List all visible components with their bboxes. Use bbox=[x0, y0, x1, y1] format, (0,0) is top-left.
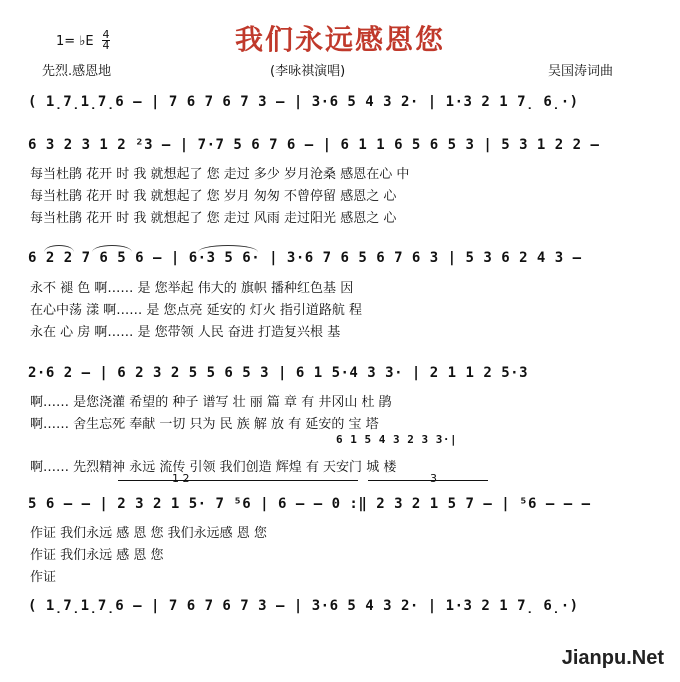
volta-2-label: 3 bbox=[430, 472, 437, 485]
lyric-2-3: 永在 心 房 啊…… 是 您带领 人民 奋进 打造复兴根 基 bbox=[30, 325, 341, 340]
staff-line-3: 6 2 2 7 6 5 6 – | 6·3 5 6· | 3·6 7 6 5 6 7 6 3 | 5 3 6 2 4 3 – bbox=[28, 250, 582, 266]
time-bottom: 4 bbox=[102, 39, 110, 52]
song-title: 我们永远感恩您 bbox=[234, 23, 445, 56]
lyric-4-2: 作证 我们永远 感 恩 您 bbox=[30, 548, 164, 563]
staff-line-5: 5 6 – – | 2 3 2 1 5· 7 ⁵6 | 6 – – 0 :‖ 2 3 2 1 5 7 – | ⁵6 – – – bbox=[28, 496, 591, 512]
volta-2-bracket bbox=[368, 480, 488, 481]
staff-line-2: 6 3 2 3 1 2 ²3 – | 7·7 5 6 7 6 – | 6 1 1 6 5 6 5 3 | 5 3 1 2 2 – bbox=[28, 137, 600, 153]
key-signature: 1= ♭E bbox=[56, 34, 94, 49]
watermark: Jianpu.Net bbox=[561, 647, 664, 669]
staff-line-1: ( 1̣7̣1̣7̣6 – | 7 6 7 6 7 3 – | 3·6 5 4 3 2· | 1·3 2 1 7̣ 6̣·) bbox=[28, 94, 579, 110]
lyric-3-1: 啊…… 是您浇灌 希望的 种子 谱写 壮 丽 篇 章 有 井冈山 杜 鹃 bbox=[30, 395, 392, 410]
staff-line-4: 2·6 2 – | 6 2 3 2 5 5 6 5 3 | 6 1 5·4 3 3· | 2 1 1 2 5·3 bbox=[28, 365, 529, 381]
lyric-1-3: 每当杜鹃 花开 时 我 就想起了 您 走过 风雨 走过阳光 感恩之 心 bbox=[30, 211, 397, 226]
subtitle-left: 先烈.感恩地 bbox=[42, 64, 112, 79]
volta-1-bracket bbox=[118, 480, 358, 481]
lyric-1-2: 每当杜鹃 花开 时 我 就想起了 您 岁月 匆匆 不曾停留 感恩之 心 bbox=[30, 189, 397, 204]
singer: (李咏祺演唱) bbox=[270, 64, 346, 79]
lyric-3-3: 啊…… 先烈精神 永远 流传 引领 我们创造 辉煌 有 天安门 城 楼 bbox=[30, 460, 397, 475]
alt-melody: 6 1 5 4 3 2 3 3·| bbox=[336, 433, 458, 446]
time-top: 4 bbox=[102, 28, 110, 41]
volta-1-label: 1 2 bbox=[172, 472, 190, 485]
lyric-2-1: 永不 褪 色 啊…… 是 您举起 伟大的 旗帜 播种红色基 因 bbox=[30, 281, 354, 296]
credits: 吴国涛词曲 bbox=[548, 64, 614, 79]
staff-line-6: ( 1̣7̣1̣7̣6 – | 7 6 7 6 7 3 – | 3·6 5 4 3 2· | 1·3 2 1 7̣ 6̣·) bbox=[28, 598, 579, 614]
lyric-4-1: 作证 我们永远 感 恩 您 我们永远感 恩 您 bbox=[30, 526, 267, 541]
time-signature bbox=[102, 30, 110, 51]
lyric-2-2: 在心中荡 漾 啊…… 是 您点亮 延安的 灯火 指引道路航 程 bbox=[30, 303, 363, 318]
lyric-3-2: 啊…… 舍生忘死 奉献 一切 只为 民 族 解 放 有 延安的 宝 塔 bbox=[30, 417, 379, 432]
lyric-4-3: 作证 bbox=[30, 570, 57, 585]
lyric-1-1: 每当杜鹃 花开 时 我 就想起了 您 走过 多少 岁月沧桑 感恩在心 中 bbox=[30, 167, 410, 182]
